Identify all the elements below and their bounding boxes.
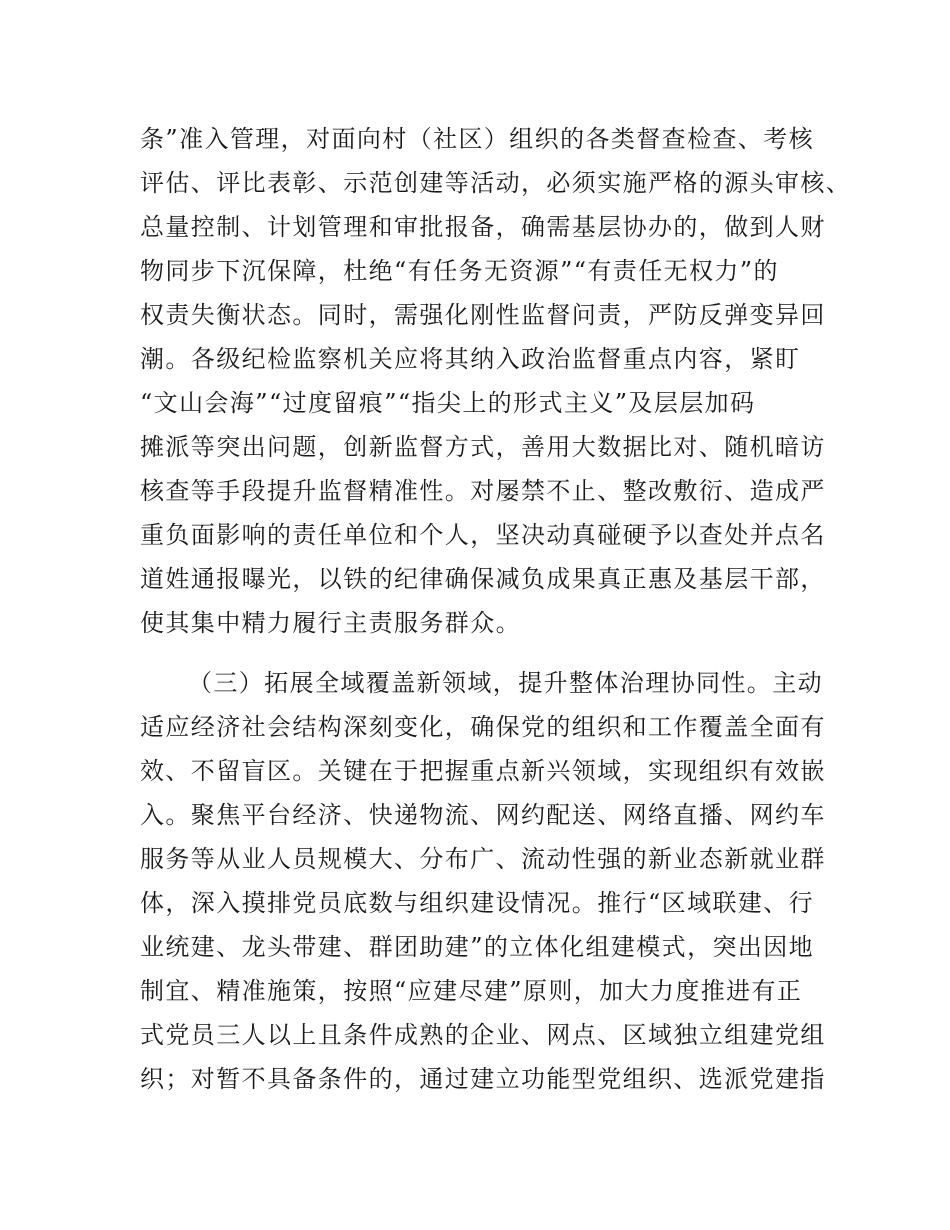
text-line: 总量控制、计划管理和审批报备，确需基层协办的，做到人财: [140, 213, 826, 241]
text-line: 重负面影响的责任单位和个人，坚决动真碰硬予以查处并点名: [140, 521, 826, 549]
paragraph-1: [140, 117, 852, 645]
text-line: 适应经济社会结构深刻变化，确保党的组织和工作覆盖全面有: [140, 713, 826, 741]
text-line: 权责失衡状态。同时，需强化刚性监督问责，严防反弹变异回: [140, 301, 826, 329]
text-line: 织；对暂不具备条件的，通过建立功能型党组织、选派党建指: [140, 1065, 826, 1093]
body-text: [140, 117, 852, 1101]
text-line: 道姓通报曝光，以铁的纪律确保减负成果真正惠及基层干部，: [140, 565, 826, 593]
text-line: 使其集中精力履行主责服务群众。: [140, 609, 521, 637]
text-line: 评估、评比表彰、示范创建等活动，必须实施严格的源头审核、: [140, 169, 852, 197]
text-line: 入。聚焦平台经济、快递物流、网约配送、网络直播、网约车: [140, 801, 826, 829]
text-line-indented: （三）拓展全域覆盖新领域，提升整体治理协同性。主动: [188, 669, 823, 697]
text-line: 业统建、龙头带建、群团助建”的立体化组建模式，突出因地: [140, 933, 815, 961]
text-line: 效、不留盲区。关键在于把握重点新兴领域，实现组织有效嵌: [140, 757, 826, 785]
text-line: 式党员三人以上且条件成熟的企业、网点、区域独立组建党组: [140, 1021, 826, 1049]
text-line: 条”准入管理，对面向村（社区）组织的各类督查检查、考核: [140, 125, 815, 153]
text-line: 体，深入摸排党员底数与组织建设情况。推行“区域联建、行: [140, 889, 815, 917]
text-line: 潮。各级纪检监察机关应将其纳入政治监督重点内容，紧盯: [140, 345, 801, 373]
paragraph-2: [140, 661, 826, 1101]
text-line: 物同步下沉保障，杜绝“有任务无资源”“有责任无权力”的: [140, 257, 779, 285]
text-line: 服务等从业人员规模大、分布广、流动性强的新业态新就业群: [140, 845, 826, 873]
text-line: 核查等手段提升监督精准性。对屡禁不止、整改敷衍、造成严: [140, 477, 826, 505]
text-line: “文山会海”“过度留痕”“指尖上的形式主义”及层层加码: [140, 389, 756, 417]
text-line: 制宜、精准施策，按照“应建尽建”原则，加大力度推进有正: [140, 977, 803, 1005]
text-line: 摊派等突出问题，创新监督方式，善用大数据比对、随机暗访: [140, 433, 826, 461]
paragraph-gap: [140, 645, 820, 661]
